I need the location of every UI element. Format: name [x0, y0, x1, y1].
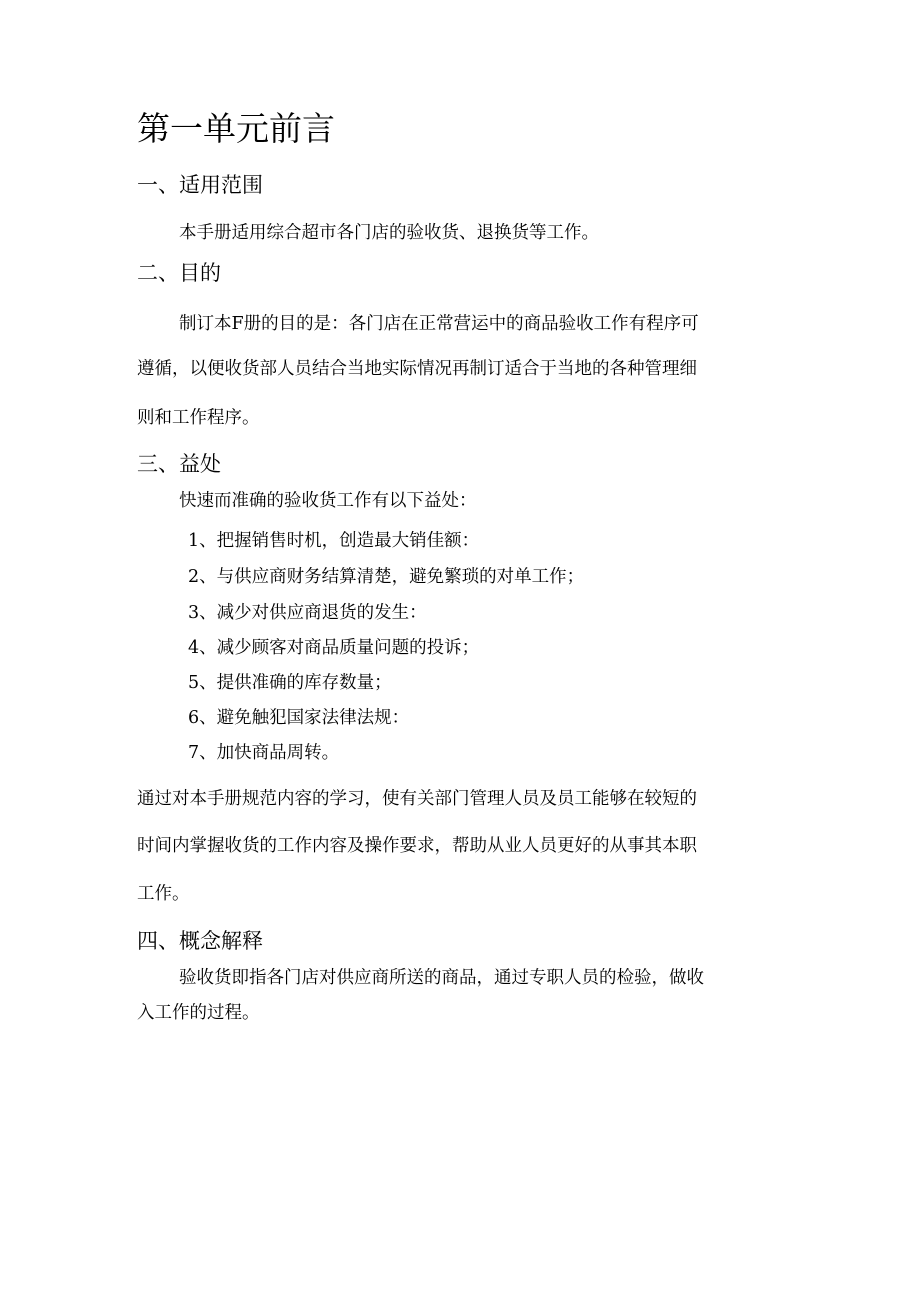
concepts-line-2: 入工作的过程。 — [137, 1003, 260, 1023]
section-heading-scope: 一、适用范围 — [137, 173, 263, 197]
benefits-closing-line-2: 时间内掌握收货的工作内容及操作要求，帮助从业人员更好的从事其本职 — [137, 836, 697, 856]
benefit-item-3: 3、减少对供应商退货的发生： — [188, 603, 427, 623]
benefits-closing-line-1: 通过对本手册规范内容的学习，使有关部门管理人员及员工能够在较短的 — [137, 789, 697, 809]
benefit-item-2: 2、与供应商财务结算清楚，避免繁琐的对单工作； — [188, 567, 585, 587]
purpose-line-3: 则和工作程序。 — [137, 408, 260, 428]
purpose-line-2: 遵循，以便收货部人员结合当地实际情况再制订适合于当地的各种管理细 — [137, 359, 697, 379]
purpose-line-1: 制订本F册的目的是：各门店在正常营运中的商品验收工作有程序可 — [179, 314, 699, 334]
benefit-item-5: 5、提供准确的库存数量； — [188, 673, 392, 693]
section-heading-concepts: 四、概念解释 — [137, 929, 263, 953]
benefit-item-1: 1、把握销售时机，创造最大销佳额： — [188, 531, 480, 551]
benefit-item-6: 6、避免触犯国家法律法规： — [188, 708, 410, 728]
scope-paragraph: 本手册适用综合超市各门店的验收货、退换货等工作。 — [179, 223, 599, 243]
benefit-item-7: 7、加快商品周转。 — [188, 743, 340, 763]
section-heading-purpose: 二、目的 — [137, 261, 221, 285]
section-heading-benefits: 三、益处 — [137, 452, 221, 476]
page-title: 第一单元前言 — [137, 109, 335, 148]
benefits-intro: 快速而准确的验收货工作有以下益处： — [179, 491, 477, 511]
benefit-item-4: 4、减少顾客对商品质量问题的投诉； — [188, 638, 480, 658]
benefits-closing-line-3: 工作。 — [137, 884, 190, 904]
concepts-line-1: 验收货即指各门店对供应商所送的商品，通过专职人员的检验，做收 — [179, 968, 704, 988]
